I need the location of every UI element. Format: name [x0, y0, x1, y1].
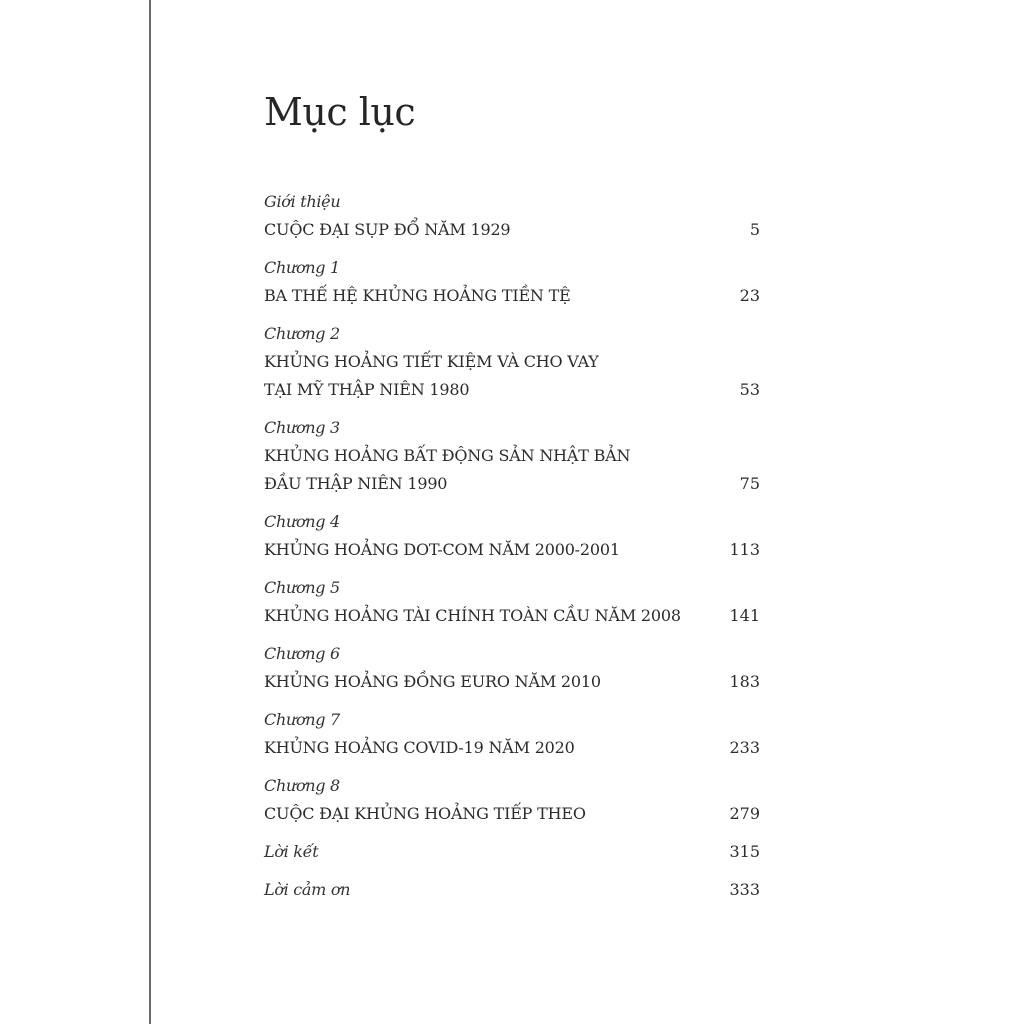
toc-page-number: 183 — [729, 672, 760, 691]
toc-entry-title: KHỦNG HOẢNG DOT-COM NĂM 2000-2001 — [264, 540, 620, 559]
toc-entry-label: Giới thiệu — [264, 192, 341, 211]
toc-entry-label-row — [264, 640, 760, 668]
toc-entry-label-row — [264, 706, 760, 734]
toc-entry-title: CUỘC ĐẠI SỤP ĐỔ NĂM 1929 — [264, 220, 511, 239]
toc-entry-label-row — [264, 188, 760, 216]
toc-entry-label-row — [264, 574, 760, 602]
toc-entry-title: KHỦNG HOẢNG COVID-19 NĂM 2020 — [264, 738, 575, 757]
toc-entry-title: KHỦNG HOẢNG ĐỒNG EURO NĂM 2010 — [264, 672, 601, 691]
toc-entry-label: Chương 6 — [264, 644, 340, 663]
toc-entry-title: KHỦNG HOẢNG TÀI CHÍNH TOÀN CẦU NĂM 2008 — [264, 606, 681, 625]
toc-page-number: 233 — [729, 738, 760, 757]
toc-page-number: 113 — [729, 540, 760, 559]
page-edge-line — [149, 0, 151, 1024]
toc-entry-title: KHỦNG HOẢNG TIẾT KIỆM VÀ CHO VAY — [264, 352, 599, 371]
toc-entry-label: Lời kết — [264, 842, 319, 861]
toc-page-number: 315 — [729, 842, 760, 861]
toc-entry-label-row — [264, 838, 760, 866]
toc-page-number: 141 — [729, 606, 760, 625]
toc-entry-label: Chương 1 — [264, 258, 340, 277]
toc-entry-label: Chương 5 — [264, 578, 340, 597]
toc-entry-label: Chương 8 — [264, 776, 340, 795]
toc-entry-label: Chương 2 — [264, 324, 340, 343]
toc-entry-label-row — [264, 320, 760, 348]
toc-entry-title-row — [264, 668, 760, 696]
toc-page-number: 23 — [739, 286, 760, 305]
toc-page-number: 75 — [739, 474, 760, 493]
toc-entry-title-row — [264, 216, 760, 244]
toc-entry-title-row — [264, 282, 760, 310]
toc-page-number: 279 — [729, 804, 760, 823]
toc-entry-title: KHỦNG HOẢNG BẤT ĐỘNG SẢN NHẬT BẢN — [264, 446, 631, 465]
toc-entry-label: Lời cảm ơn — [264, 880, 351, 899]
toc-entry-label-row — [264, 508, 760, 536]
toc-page-number: 53 — [739, 380, 760, 399]
toc-entry-title: BA THẾ HỆ KHỦNG HOẢNG TIỀN TỆ — [264, 286, 571, 305]
toc-page-number: 333 — [729, 880, 760, 899]
toc-entry-title-row — [264, 536, 760, 564]
toc-entry-label: Chương 4 — [264, 512, 340, 531]
toc-page-number: 5 — [749, 220, 760, 239]
toc-entry-title-row — [264, 348, 760, 376]
toc-entry-title: CUỘC ĐẠI KHỦNG HOẢNG TIẾP THEO — [264, 804, 586, 823]
toc-entry-title-row — [264, 470, 760, 498]
toc-entry-label-row — [264, 254, 760, 282]
toc-entry-title-row — [264, 800, 760, 828]
toc-entry-title-row — [264, 376, 760, 404]
toc-title: Mục lục — [264, 90, 416, 134]
toc-entry-title-row — [264, 734, 760, 762]
toc-entry-label: Chương 7 — [264, 710, 340, 729]
toc-entry-label-row — [264, 772, 760, 800]
toc-entry-label: Chương 3 — [264, 418, 340, 437]
toc-entry-title-row — [264, 602, 760, 630]
toc-entry-title: ĐẦU THẬP NIÊN 1990 — [264, 474, 448, 493]
toc-entry-title: TẠI MỸ THẬP NIÊN 1980 — [264, 380, 470, 399]
toc-entry-label-row — [264, 876, 760, 904]
toc-entry-title-row — [264, 442, 760, 470]
toc-entry-label-row — [264, 414, 760, 442]
